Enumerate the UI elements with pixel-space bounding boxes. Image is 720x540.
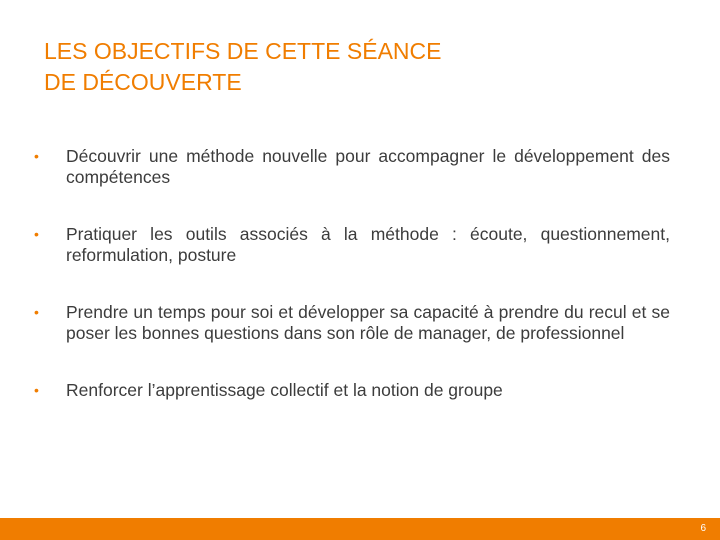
objective-item-1: [34, 146, 670, 188]
objective-text: Prendre un temps pour soi et développer sa capacité à prendre du recul et se poser les bonnes questions dans son rôle de manager, de professionnel: [66, 302, 670, 343]
objective-text: Pratiquer les outils associés à la méthode : écoute, questionnement, reformulation, posture: [66, 224, 670, 265]
bullet-icon: •: [34, 148, 39, 164]
page-number: 6: [700, 523, 706, 534]
objective-item-3: [34, 302, 670, 344]
slide-title-line-1: LES OBJECTIFS DE CETTE SÉANCE: [44, 38, 442, 64]
objective-text: Découvrir une méthode nouvelle pour accompagner le développement des compétences: [66, 146, 670, 187]
bullet-icon: •: [34, 304, 39, 320]
objective-item-2: [34, 224, 670, 266]
slide-title-line-2: DE DÉCOUVERTE: [44, 69, 242, 95]
bullet-icon: •: [34, 382, 39, 398]
objective-text: Renforcer l’apprentissage collectif et la notion de groupe: [66, 380, 503, 400]
bullet-icon: •: [34, 226, 39, 242]
objectives-list: [34, 146, 670, 401]
objective-item-4: [34, 380, 670, 401]
footer-bar: [0, 518, 720, 540]
slide-title: [44, 36, 644, 98]
